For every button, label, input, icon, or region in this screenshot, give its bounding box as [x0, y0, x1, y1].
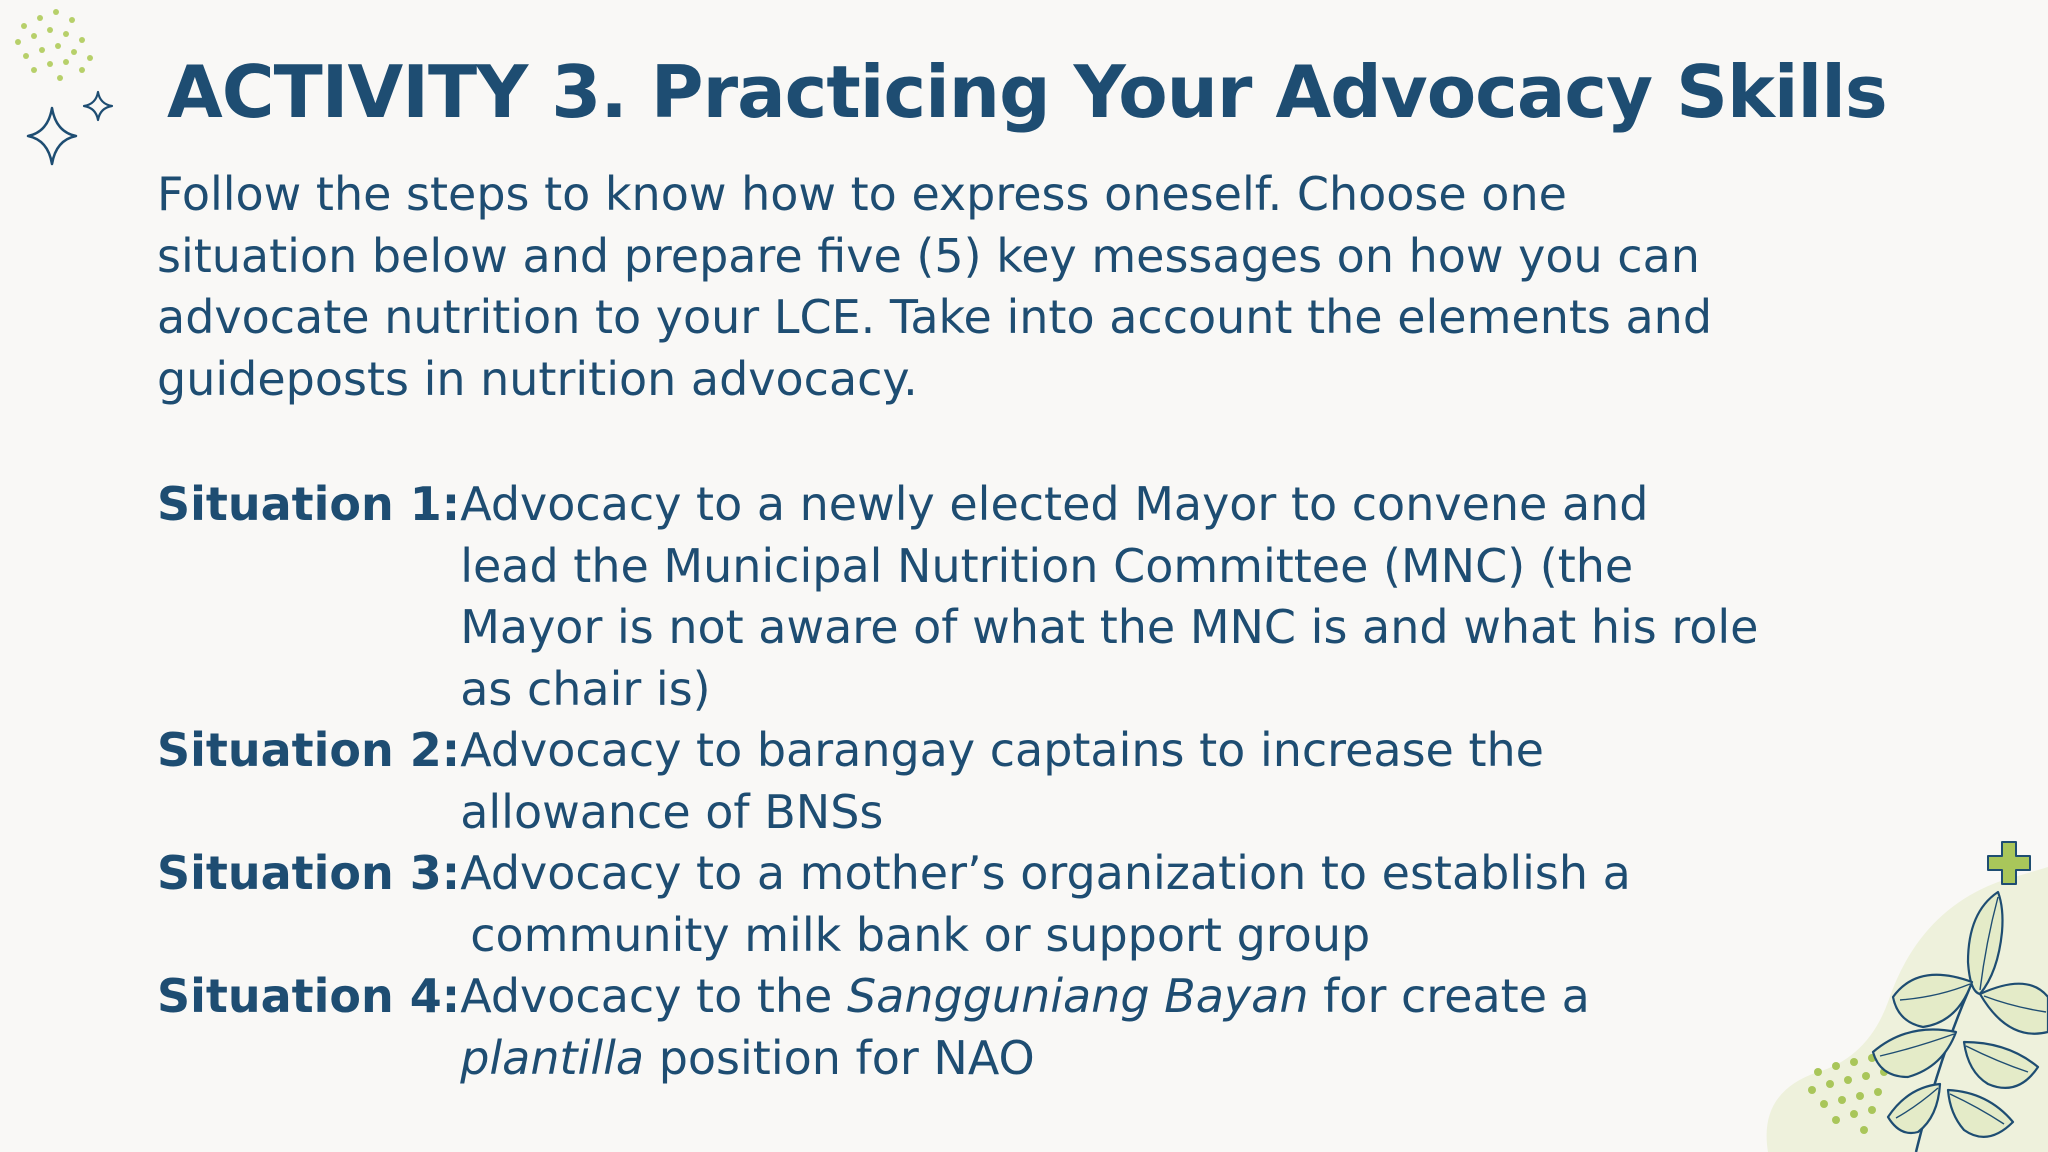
- situation-label: Situation 3:: [157, 846, 461, 900]
- situation-text: [460, 474, 1877, 720]
- situation-line: as chair is): [460, 661, 711, 716]
- slide-title: ACTIVITY 3. Practicing Your Advocacy Skills: [167, 50, 1887, 134]
- intro-line: guideposts in nutrition advocacy.: [157, 351, 918, 406]
- situation-text: [460, 966, 1877, 1089]
- line-text: Advocacy to the: [460, 969, 847, 1023]
- situation-item: [157, 843, 1877, 966]
- situation-label: Situation 2:: [157, 723, 461, 777]
- situation-line: [460, 966, 1877, 1028]
- situation-line: allowance of BNSs: [460, 784, 884, 839]
- intro-line: Follow the steps to know how to express oneself. Choose one: [157, 167, 1567, 221]
- situation-line: lead the Municipal Nutrition Committee (MNC) (the: [460, 538, 1634, 593]
- emphasis-text: plantilla: [460, 1030, 645, 1085]
- situation-line: Advocacy to barangay captains to increase the: [460, 723, 1544, 777]
- situation-item: [157, 720, 1877, 843]
- intro-line: advocate nutrition to your LCE. Take into account the elements and: [157, 290, 1713, 344]
- situation-label: Situation 1:: [157, 477, 461, 531]
- situation-line: [460, 1028, 1877, 1090]
- situation-item: [157, 966, 1877, 1089]
- situations-list: [157, 474, 1877, 1089]
- situation-line: Mayor is not aware of what the MNC is and what his role: [460, 600, 1759, 654]
- situation-label: Situation 4:: [157, 969, 461, 1023]
- plus-icon: [1986, 840, 2032, 886]
- intro-line: situation below and prepare five (5) key messages on how you can: [157, 228, 1700, 283]
- situation-line: community milk bank or support group: [470, 907, 1371, 962]
- line-text: for create a: [1308, 969, 1590, 1023]
- situation-item: [157, 474, 1877, 720]
- line-text: position for NAO: [644, 1030, 1035, 1085]
- intro-paragraph: [157, 164, 1877, 410]
- situation-text: [460, 720, 1877, 843]
- situation-text: [460, 843, 1877, 966]
- emphasis-text: Sangguniang Bayan: [846, 969, 1309, 1023]
- situation-line: Advocacy to a newly elected Mayor to convene and: [460, 477, 1649, 531]
- situation-line: Advocacy to a mother’s organization to establish a: [460, 846, 1631, 900]
- sparkle-icon: [20, 88, 140, 178]
